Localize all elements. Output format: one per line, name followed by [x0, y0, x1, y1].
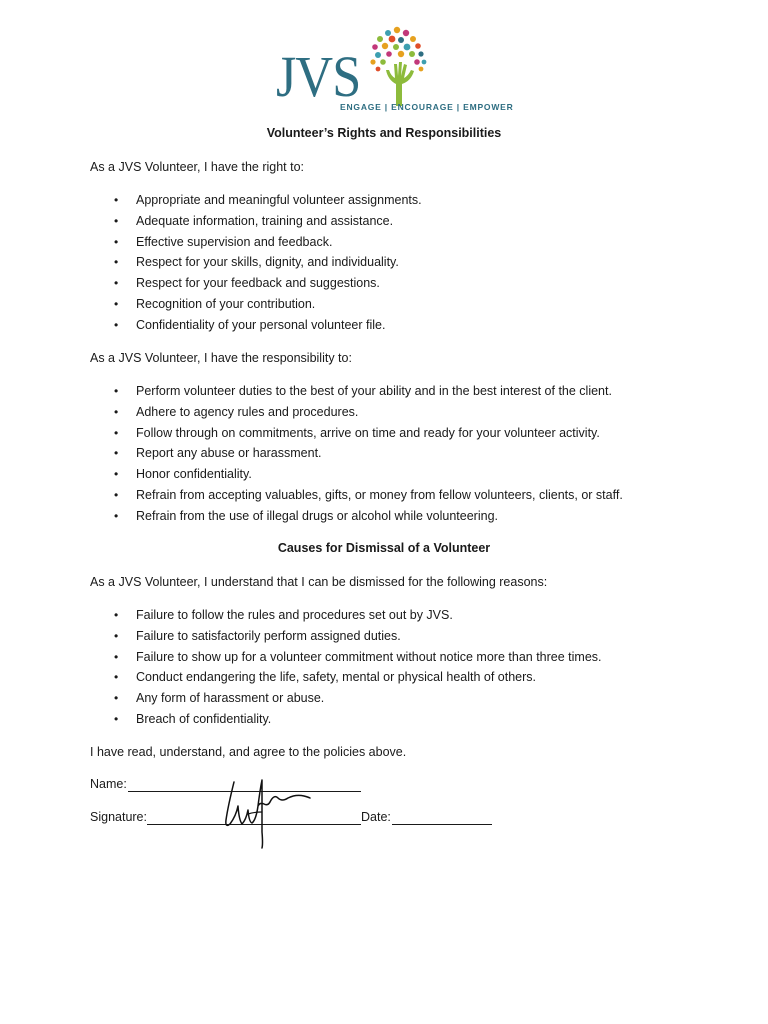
- bullet-icon: •: [114, 425, 119, 440]
- bullet-icon: •: [114, 404, 119, 419]
- rights-item-text: Respect for your skills, dignity, and individuality.: [136, 255, 399, 270]
- name-label: Name:: [90, 777, 127, 791]
- bullet-icon: •: [114, 255, 119, 270]
- dismissal-title: Causes for Dismissal of a Volunteer: [277, 541, 491, 555]
- dismissal-item-text: Any form of harassment or abuse.: [136, 691, 325, 705]
- dismissal-item-text: Conduct endangering the life, safety, mental or physical health of others.: [136, 670, 537, 685]
- rights-intro: As a JVS Volunteer, I have the right to:: [90, 160, 305, 174]
- rights-item-text: Recognition of your contribution.: [136, 296, 316, 311]
- dismissal-item-text: Breach of confidentiality.: [136, 711, 272, 726]
- bullet-icon: •: [114, 649, 119, 664]
- dismissal-intro: As a JVS Volunteer, I understand that I can be dismissed for the following reasons:: [90, 575, 548, 589]
- logo-tagline: ENGAGE | ENCOURAGE | EMPOWER: [340, 102, 514, 112]
- dismissal-item-text: Failure to satisfactorily perform assigned duties.: [136, 628, 401, 643]
- responsibility-item-text: Refrain from the use of illegal drugs or alcohol while volunteering.: [136, 508, 498, 523]
- rights-item-text: Effective supervision and feedback.: [136, 234, 333, 249]
- handwritten-signature: [218, 776, 318, 852]
- bullet-icon: •: [114, 691, 119, 705]
- bullet-icon: •: [114, 317, 119, 332]
- bullet-icon: •: [114, 487, 119, 502]
- jvs-logo: [270, 22, 514, 122]
- rights-title: Volunteer’s Rights and Responsibilities: [266, 126, 502, 140]
- bullet-icon: •: [114, 508, 119, 523]
- bullet-icon: •: [114, 670, 119, 685]
- bullet-icon: •: [114, 234, 119, 249]
- date-label: Date:: [361, 810, 391, 824]
- responsibilities-intro: As a JVS Volunteer, I have the responsibility to:: [90, 351, 352, 365]
- rights-item-text: Confidentiality of your personal volunteer file.: [136, 317, 386, 332]
- rights-item-text: Respect for your feedback and suggestions.: [136, 276, 380, 290]
- dismissal-item-text: Failure to follow the rules and procedures set out by JVS.: [136, 608, 453, 622]
- responsibility-item-text: Honor confidentiality.: [136, 467, 252, 481]
- responsibility-item-text: Adhere to agency rules and procedures.: [136, 404, 359, 419]
- logo-wordmark: JVS: [276, 44, 361, 109]
- date-field[interactable]: [392, 824, 492, 825]
- bullet-icon: •: [114, 711, 119, 726]
- bullet-icon: •: [114, 446, 119, 461]
- tree-hand-icon: [366, 24, 428, 106]
- rights-item-text: Appropriate and meaningful volunteer assignments.: [136, 193, 422, 207]
- bullet-icon: •: [114, 467, 119, 481]
- bullet-icon: •: [114, 193, 119, 207]
- responsibility-item-text: Report any abuse or harassment.: [136, 446, 322, 461]
- rights-item-text: Adequate information, training and assistance.: [136, 213, 394, 228]
- bullet-icon: •: [114, 384, 119, 398]
- bullet-icon: •: [114, 213, 119, 228]
- responsibility-item-text: Refrain from accepting valuables, gifts, or money from fellow volunteers, clients, or staff.: [136, 487, 623, 502]
- bullet-icon: •: [114, 628, 119, 643]
- agreement-statement: I have read, understand, and agree to the policies above.: [90, 745, 407, 759]
- dismissal-item-text: Failure to show up for a volunteer commitment without notice more than three times.: [136, 649, 602, 664]
- bullet-icon: •: [114, 276, 119, 290]
- bullet-icon: •: [114, 608, 119, 622]
- signature-label: Signature:: [90, 810, 147, 824]
- responsibility-item-text: Follow through on commitments, arrive on time and ready for your volunteer activity.: [136, 425, 600, 440]
- responsibility-item-text: Perform volunteer duties to the best of your ability and in the best interest of the client.: [136, 384, 612, 398]
- bullet-icon: •: [114, 296, 119, 311]
